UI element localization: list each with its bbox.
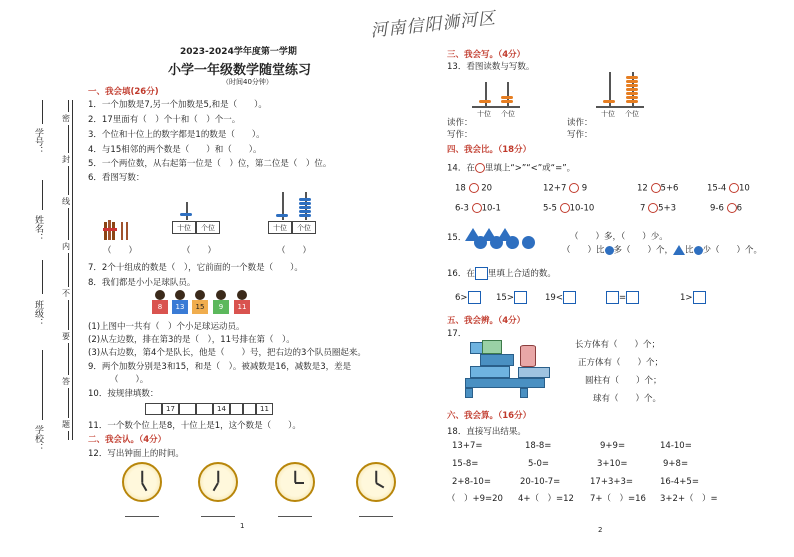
sequence-cell: 14	[213, 403, 230, 415]
sphere-count: 球有（ ）个。	[593, 394, 662, 404]
abacus-tens-label: 十位	[477, 110, 491, 118]
calc-item: 5-0=	[528, 459, 550, 469]
read-label-b: 读作：	[567, 118, 593, 128]
calc-item: 9+9=	[600, 441, 626, 451]
page-number-1: 1	[240, 522, 245, 530]
question-16: 16．在 里填上合适的数。	[447, 269, 556, 279]
seal-char: 密	[62, 114, 70, 123]
abacus-ones-label: 个位	[501, 110, 515, 118]
class-label: 班级：	[33, 300, 43, 327]
sequence-cell: 11	[256, 403, 273, 415]
school-label: 学校：	[33, 425, 43, 452]
calc-item: 3+2+（ ）=	[660, 494, 718, 504]
jersey: 15	[192, 300, 208, 314]
fill-item: 1>	[680, 291, 706, 304]
seal-char: 内	[62, 242, 70, 251]
question-7: 7．2个十组成的数是（ ），它前面的一个数是（ ）。	[88, 263, 303, 273]
calc-item: 9+8=	[663, 459, 689, 469]
blank-6b: （ ）	[182, 246, 217, 256]
handwritten-note: 河南信阳浉河区	[369, 8, 497, 42]
time-note: （时间40分钟）	[222, 78, 273, 86]
compare-item: 6-3 10-1	[455, 203, 501, 214]
answer-line	[201, 516, 235, 517]
question-9-cont: （ ）。	[110, 375, 149, 385]
question-8-1: (1)上图中一共有（ ）个小足球运动员。	[88, 322, 245, 332]
question-11: 11．一个数个位上是8，十位上是1，这个数是（ ）。	[88, 421, 301, 431]
calc-item: 15-8=	[452, 459, 479, 469]
abacus-ones-label: 个位	[625, 110, 639, 118]
answer-box[interactable]	[514, 291, 527, 304]
cylinder-count: 圆柱有（ ）个；	[585, 376, 662, 386]
question-6: 6．看图写数：	[88, 173, 145, 183]
abacus-tens-label: 十位	[601, 110, 615, 118]
compare-circle[interactable]	[648, 203, 658, 213]
school-line	[42, 350, 43, 420]
compare-item: 18 20	[455, 183, 493, 194]
jersey: 8	[152, 300, 168, 314]
circle-icon	[475, 163, 485, 173]
section-1-title: 一、我会填(26分)	[88, 87, 159, 97]
calc-item: 4+（ ）=12	[518, 494, 574, 504]
calc-item: 7+（ ）=16	[590, 494, 646, 504]
compare-item: 12+7 9	[543, 183, 588, 194]
student-id-line	[42, 100, 43, 124]
calc-item: 3+10=	[597, 459, 628, 469]
answer-box[interactable]	[563, 291, 576, 304]
name-line	[42, 180, 43, 210]
student-id-label: 学号：	[33, 128, 43, 155]
page-number-2: 2	[598, 526, 603, 534]
calc-item: 2+8-10=	[452, 477, 491, 487]
answer-box[interactable]	[606, 291, 619, 304]
question-10: 10．按规律填数：	[88, 389, 159, 399]
square-icon	[475, 267, 488, 280]
section-5-title: 五、我会辨。（4分）	[447, 316, 526, 326]
answer-box[interactable]	[693, 291, 706, 304]
blank-6c: （ ）	[277, 246, 312, 256]
seal-char: 要	[62, 332, 70, 341]
sequence-cell: 17	[162, 403, 179, 415]
question-9: 9．两个加数分别是3和15，和是（ ）。被减数是16，减数是3，差是	[88, 362, 352, 372]
question-14: 14．在 里填上“>”“<”或“=”。	[447, 163, 576, 174]
read-label-a: 读作：	[447, 118, 473, 128]
compare-circle[interactable]	[472, 203, 482, 213]
jersey: 13	[172, 300, 188, 314]
answer-box[interactable]	[468, 291, 481, 304]
question-8-2: (2)从左边数，排在第3的是（ ），11号排在第（ ）。	[88, 335, 295, 345]
fill-item: 6>	[455, 291, 481, 304]
question-13: 13．看图读数与写数。	[447, 62, 535, 72]
clock-4	[356, 462, 396, 502]
question-15: 15．	[447, 233, 467, 243]
question-17: 17．	[447, 329, 467, 339]
answer-line	[359, 516, 393, 517]
answer-line	[125, 516, 159, 517]
jersey: 9	[213, 300, 229, 314]
circle-shape-icon	[694, 246, 703, 255]
seal-char: 封	[62, 155, 70, 164]
compare-circle[interactable]	[729, 183, 739, 193]
question-3: 3．个位和十位上的数字都是1的数是（ ）。	[88, 130, 265, 140]
seal-line	[68, 100, 69, 440]
question-15-a: （ ）多，（ ）少。	[570, 232, 668, 242]
question-2: 2．17里面有（ ）个十和（ ）个一。	[88, 115, 241, 125]
compare-item: 12 5+6	[637, 183, 679, 194]
section-4-title: 四、我会比。（18分）	[447, 145, 532, 155]
seal-char: 不	[62, 289, 70, 298]
class-line	[42, 260, 43, 294]
circle-shape-icon	[605, 246, 614, 255]
fill-item: 15>	[496, 291, 527, 304]
clock-1	[122, 462, 162, 502]
section-6-title: 六、我会算。（16分）	[447, 411, 532, 421]
compare-circle[interactable]	[651, 183, 661, 193]
question-15-b: （ ）比 多（ ）个， 比 少（ ）个。	[562, 245, 763, 256]
fill-item: =	[606, 291, 639, 304]
rect-prism-count: 长方体有（ ）个；	[575, 340, 661, 350]
fill-item: 19<	[545, 291, 576, 304]
question-5: 5．一个两位数，从右起第一位是（ ）位，第二位是（ ）位。	[88, 159, 332, 169]
blank-6a: （ ）	[103, 246, 138, 256]
compare-item: 15-4 10	[707, 183, 750, 194]
calc-item: 14-10=	[660, 441, 692, 451]
seal-char: 答	[62, 377, 70, 386]
calc-item: 20-10-7=	[520, 477, 561, 487]
compare-item: 9-6 6	[710, 203, 743, 214]
calc-item: 18-8=	[525, 441, 552, 451]
compare-circle[interactable]	[469, 183, 479, 193]
answer-line	[278, 516, 312, 517]
seal-char: 线	[62, 197, 70, 206]
compare-circle[interactable]	[560, 203, 570, 213]
calc-item: 16-4+5=	[660, 477, 699, 487]
name-label: 姓名：	[33, 215, 43, 242]
section-2-title: 二、我会认。（4分）	[88, 435, 167, 445]
compare-item: 5-5 10-10	[543, 203, 595, 214]
compare-circle[interactable]	[569, 183, 579, 193]
question-4: 4．与15相邻的两个数是（ ）和（ ）。	[88, 145, 262, 155]
question-1: 1．一个加数是7,另一个加数是5,和是（ ）。	[88, 100, 267, 110]
section-3-title: 三、我会写。（4分）	[447, 50, 526, 60]
question-8: 8．我们都是小小足球队员。	[88, 278, 196, 288]
calc-item: 13+7=	[452, 441, 483, 451]
question-12: 12．写出钟面上的时间。	[88, 449, 184, 459]
compare-item: 7 5+3	[640, 203, 677, 214]
write-label-a: 写作：	[447, 130, 473, 140]
triangle-shape-icon	[673, 245, 685, 255]
calc-item: （ ）+9=20	[447, 494, 503, 504]
seal-line-2	[72, 100, 73, 440]
question-8-3: (3)从右边数，第4个是队长，他是（ ）号，把右边的3个队员圈起来。	[88, 348, 366, 358]
write-label-b: 写作：	[567, 130, 593, 140]
seal-char: 题	[62, 420, 70, 429]
year-title: 2023-2024学年度第一学期	[180, 47, 297, 57]
calc-item: 17+3+3=	[590, 477, 633, 487]
clock-3	[275, 462, 315, 502]
compare-circle[interactable]	[727, 203, 737, 213]
question-18: 18．直接写出结果。	[447, 427, 526, 437]
answer-box[interactable]	[626, 291, 639, 304]
clock-2	[198, 462, 238, 502]
main-title: 小学一年级数学随堂练习	[168, 63, 312, 78]
cube-count: 正方体有（ ）个；	[578, 358, 664, 368]
jersey: 11	[234, 300, 250, 314]
